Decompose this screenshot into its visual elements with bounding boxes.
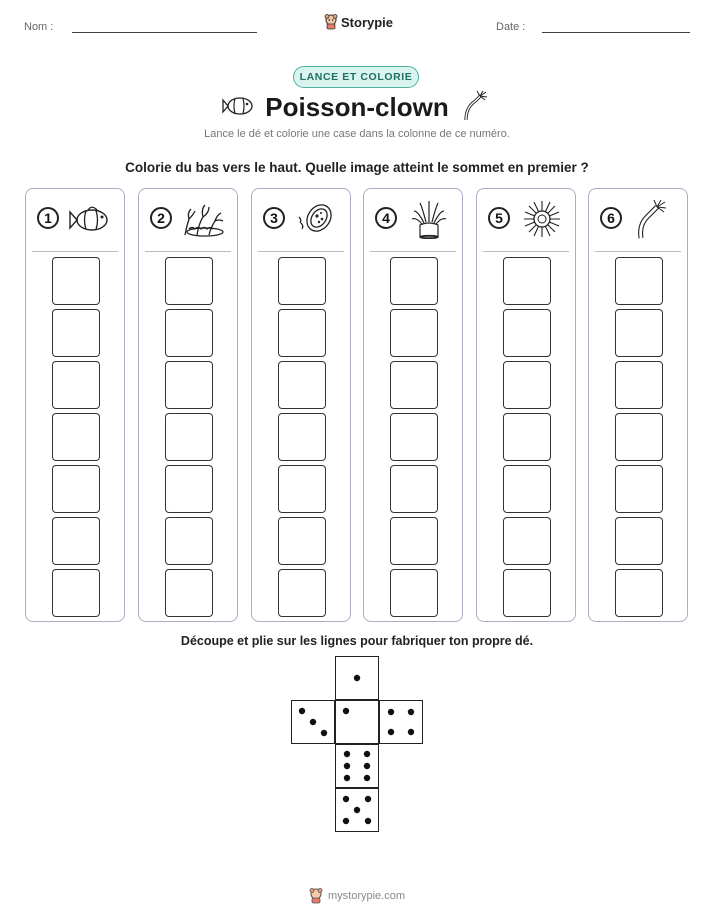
activity-badge: LANCE ET COLORIE [293, 66, 419, 88]
column-divider [595, 251, 681, 252]
column-3 [251, 188, 351, 622]
coloring-cell[interactable] [52, 257, 100, 305]
page-title: Poisson-clown [265, 92, 449, 122]
column-number: 1 [37, 207, 59, 229]
coloring-cell[interactable] [503, 257, 551, 305]
column-number: 4 [375, 207, 397, 229]
coloring-cell[interactable] [390, 361, 438, 409]
date-label: Date : [496, 21, 526, 33]
die-instruction: Découpe et plie sur les lignes pour fabriquer ton propre dé. [180, 634, 534, 648]
coloring-cell[interactable] [615, 413, 663, 461]
column-1 [25, 188, 125, 622]
column-divider [145, 251, 231, 252]
coloring-cell[interactable] [52, 309, 100, 357]
date-line[interactable] [542, 32, 690, 33]
name-label: Nom : [24, 21, 54, 33]
footer [0, 888, 714, 904]
column-divider [258, 251, 344, 252]
column-number: 6 [600, 207, 622, 229]
coloring-cell[interactable] [390, 569, 438, 617]
coloring-cell[interactable] [503, 465, 551, 513]
storypie-mascot-icon [324, 14, 338, 30]
coloring-cell[interactable] [615, 517, 663, 565]
coloring-cell[interactable] [52, 361, 100, 409]
die-face-center [335, 700, 379, 744]
footer-url[interactable]: mystorypie.com [327, 890, 406, 902]
column-divider [32, 251, 118, 252]
die-face-three [291, 700, 335, 744]
coloring-cell[interactable] [390, 413, 438, 461]
coloring-cell[interactable] [278, 413, 326, 461]
coloring-cell[interactable] [165, 309, 213, 357]
die-face-five [335, 788, 379, 832]
coloring-cell[interactable] [165, 361, 213, 409]
coloring-cell[interactable] [165, 517, 213, 565]
die-face-four [379, 700, 423, 744]
coloring-cell[interactable] [52, 465, 100, 513]
clownfish-icon [66, 199, 116, 239]
brand-name: Storypie [341, 14, 394, 30]
die-face-one [335, 656, 379, 700]
coloring-cell[interactable] [615, 361, 663, 409]
brand-logo [324, 14, 393, 30]
coloring-cell[interactable] [390, 257, 438, 305]
sea-anemone-icon [404, 199, 454, 239]
coloring-cell[interactable] [278, 309, 326, 357]
coloring-cell[interactable] [503, 517, 551, 565]
column-number: 3 [263, 207, 285, 229]
coloring-cell[interactable] [503, 361, 551, 409]
coloring-cell[interactable] [52, 413, 100, 461]
column-6 [588, 188, 688, 622]
coloring-cell[interactable] [278, 517, 326, 565]
coloring-cell[interactable] [390, 517, 438, 565]
coloring-cell[interactable] [278, 569, 326, 617]
coloring-cell[interactable] [52, 517, 100, 565]
coloring-cell[interactable] [503, 569, 551, 617]
coloring-cell[interactable] [278, 361, 326, 409]
coloring-cell[interactable] [615, 465, 663, 513]
coloring-cell[interactable] [165, 465, 213, 513]
column-number: 5 [488, 207, 510, 229]
page-subtitle: Lance le dé et colorie une case dans la colonne de ce numéro. [204, 128, 510, 140]
coloring-cell[interactable] [165, 257, 213, 305]
coloring-cell[interactable] [165, 413, 213, 461]
coloring-cell[interactable] [278, 257, 326, 305]
name-line[interactable] [72, 32, 257, 33]
coloring-cell[interactable] [165, 569, 213, 617]
coloring-instruction: Colorie du bas vers le haut. Quelle image atteint le sommet en premier ? [125, 160, 589, 175]
coloring-cell[interactable] [503, 309, 551, 357]
tube-worm-icon [629, 199, 679, 239]
column-number: 2 [150, 207, 172, 229]
coloring-cell[interactable] [615, 309, 663, 357]
coloring-cell[interactable] [615, 257, 663, 305]
coloring-cell[interactable] [390, 309, 438, 357]
coloring-cell[interactable] [503, 413, 551, 461]
column-5 [476, 188, 576, 622]
die-face-six [335, 744, 379, 788]
sea-urchin-icon [517, 199, 567, 239]
coral-icon [179, 199, 229, 239]
column-4 [363, 188, 463, 622]
coloring-cell[interactable] [278, 465, 326, 513]
plankton-icon [292, 199, 342, 239]
coloring-cell[interactable] [52, 569, 100, 617]
coloring-cell[interactable] [390, 465, 438, 513]
storypie-mascot-icon [309, 888, 323, 904]
column-2 [138, 188, 238, 622]
coloring-cell[interactable] [615, 569, 663, 617]
column-divider [483, 251, 569, 252]
tube-worm-icon [460, 90, 490, 122]
column-divider [370, 251, 456, 252]
